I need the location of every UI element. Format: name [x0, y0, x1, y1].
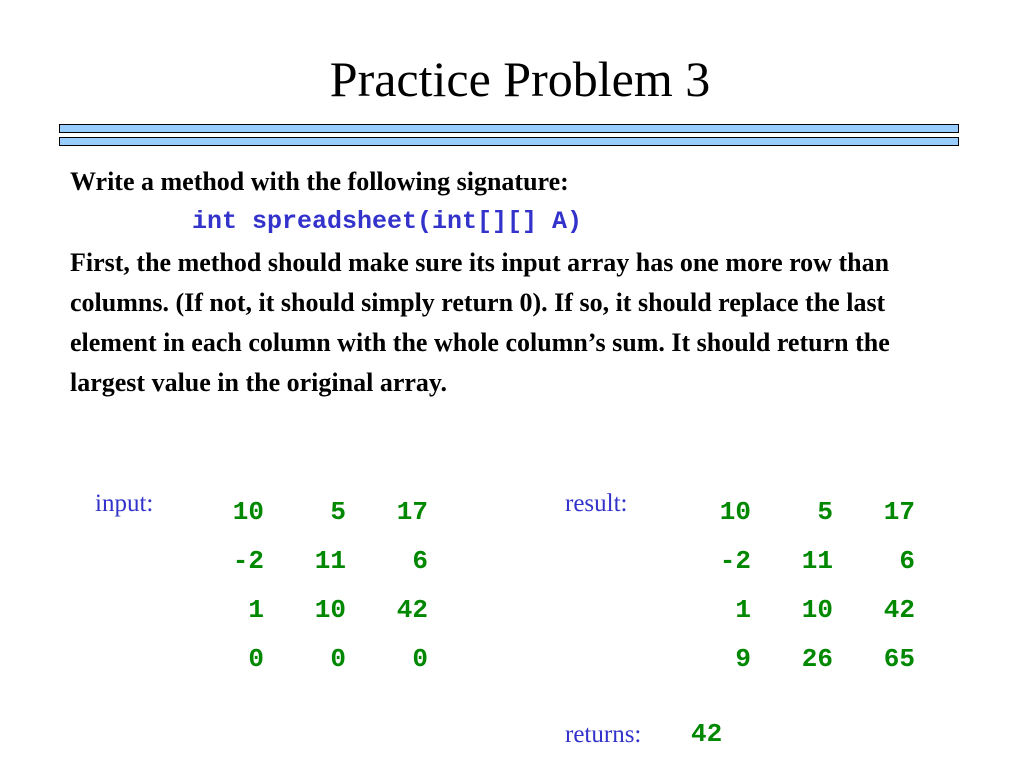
method-signature: int spreadsheet(int[][] A): [192, 207, 583, 236]
matrix-cell: -2: [232, 546, 264, 576]
matrix-cell: 10: [801, 595, 833, 625]
matrix-cell: 1: [735, 595, 751, 625]
matrix-cell: 42: [396, 595, 428, 625]
matrix-cell: 65: [883, 644, 915, 674]
matrix-row: [182, 644, 428, 693]
matrix-cell: 0: [248, 644, 264, 674]
returns-label: returns:: [565, 721, 642, 748]
matrix-row: [182, 595, 428, 644]
matrix-cell: 5: [330, 497, 346, 527]
matrix-row: [182, 497, 428, 546]
input-label: input:: [95, 490, 154, 517]
matrix-cell: 10: [719, 497, 751, 527]
matrix-cell: 5: [817, 497, 833, 527]
matrix-cell: 42: [883, 595, 915, 625]
matrix-cell: 11: [314, 546, 346, 576]
matrix-cell: 10: [314, 595, 346, 625]
matrix-cell: 6: [412, 546, 428, 576]
input-matrix: [182, 497, 428, 693]
matrix-cell: 26: [801, 644, 833, 674]
title-divider-top: [59, 124, 959, 133]
matrix-row: [182, 546, 428, 595]
matrix-cell: 9: [735, 644, 751, 674]
title-divider-bottom: [59, 137, 959, 146]
matrix-row: [669, 497, 915, 546]
matrix-cell: -2: [719, 546, 751, 576]
matrix-row: [669, 546, 915, 595]
matrix-cell: 0: [330, 644, 346, 674]
result-label: result:: [565, 490, 628, 517]
matrix-cell: 17: [396, 497, 428, 527]
matrix-cell: 1: [248, 595, 264, 625]
matrix-row: [669, 644, 915, 693]
matrix-cell: 17: [883, 497, 915, 527]
slide-title: Practice Problem 3: [329, 51, 711, 107]
matrix-cell: 11: [801, 546, 833, 576]
matrix-cell: 6: [899, 546, 915, 576]
matrix-cell: 0: [412, 644, 428, 674]
returns-value: 42: [691, 719, 723, 749]
problem-description: First, the method should make sure its input array has one more row than columns. (If not, it should simply return 0). If so, it should replace the last element in each column with the whole column’s sum. It should return the largest value in the original array.: [70, 248, 890, 397]
matrix-cell: 10: [232, 497, 264, 527]
intro-text: Write a method with the following signature:: [70, 167, 569, 196]
matrix-row: [669, 595, 915, 644]
result-matrix: [669, 497, 915, 693]
